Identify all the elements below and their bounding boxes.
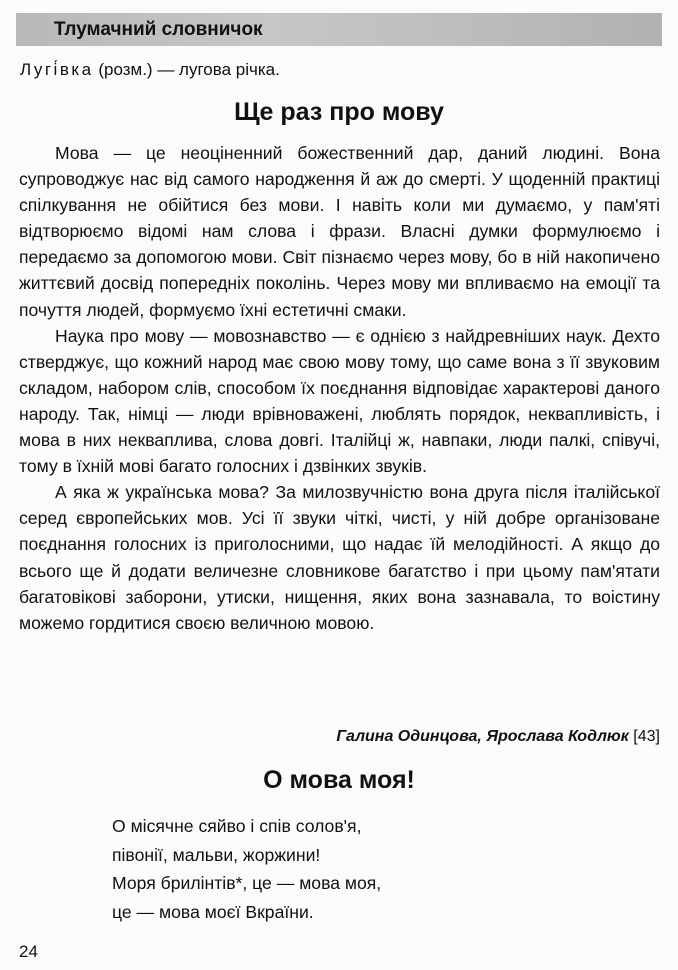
paragraph: Мова — це неоціненний божественний дар, даний людині. Вона супроводжує нас від самого народження й аж до смерті. У щоденній практиці спілкування не обійтися без мови. І навіть коли ми думаємо, у пам'яті відтворюємо відомі нам слова і фрази. Власні думки формулюємо і передаємо за допомогою мови. Світ пізнаємо через мову, бо в ній накопичено життєвий досвід попередніх поколінь. Через мову ми впливаємо на емоції та почуття людей, формуємо їхні естетичні смаки.	[19, 143, 660, 320]
article-title: Ще раз про мову	[234, 98, 444, 126]
article-body	[19, 140, 660, 636]
page-number: 24	[19, 942, 38, 961]
glossary-header	[16, 13, 662, 46]
authors: Галина Одинцова, Ярослава Кодлюк	[336, 728, 629, 745]
paragraph: Наука про мову — мовознавство — є однією з найдревніших наук. Дехто стверджує, що кожний народ має свою мову тому, що саме вона з її звуковим складом, набором слів, способом їх поєднання відповідає характерові даного народу. Так, німці — люди врівноважені, люблять порядок, неквапливість, і мова в них некваплива, слова довгі. Італійці ж, навпаки, люди палкі, співучі, тому в їхній мові багато голосних і дзвінких звуків.	[19, 325, 660, 477]
poem-line: О місячне сяйво і спів солов'я,	[112, 816, 362, 836]
poem-title: О мова моя!	[263, 766, 415, 794]
glossary-entry	[20, 60, 280, 80]
poem-line: Моря брилінтів*, це — мова моя,	[112, 873, 382, 893]
poem-body	[112, 812, 381, 926]
glossary-word: Лугі́вка	[20, 60, 94, 79]
poem-line: півонії, мальви, жоржини!	[112, 844, 321, 865]
paragraph: А яка ж українська мова? За милозвучністю вона друга після італійської серед європейських мов. Усі її звуки чіткі, чисті, у ній добре організоване поєднання голосних із приголосними, що надає їй мелодійності. А якщо до всього ще й додати величезне словникове багатство і при цьому пам'ятати багатовікові заборони, утиски, нищення, яких вона зазнавала, то воістину можемо гордитися своєю величною мовою.	[19, 482, 660, 633]
glossary-definition: (розм.) — лугова річка.	[93, 60, 280, 79]
article-attribution	[336, 728, 660, 746]
glossary-title: Тлумачний словничок	[54, 19, 263, 40]
poem-line: це — мова моєї Вкраїни.	[112, 901, 314, 922]
source-reference: [43]	[628, 728, 660, 745]
